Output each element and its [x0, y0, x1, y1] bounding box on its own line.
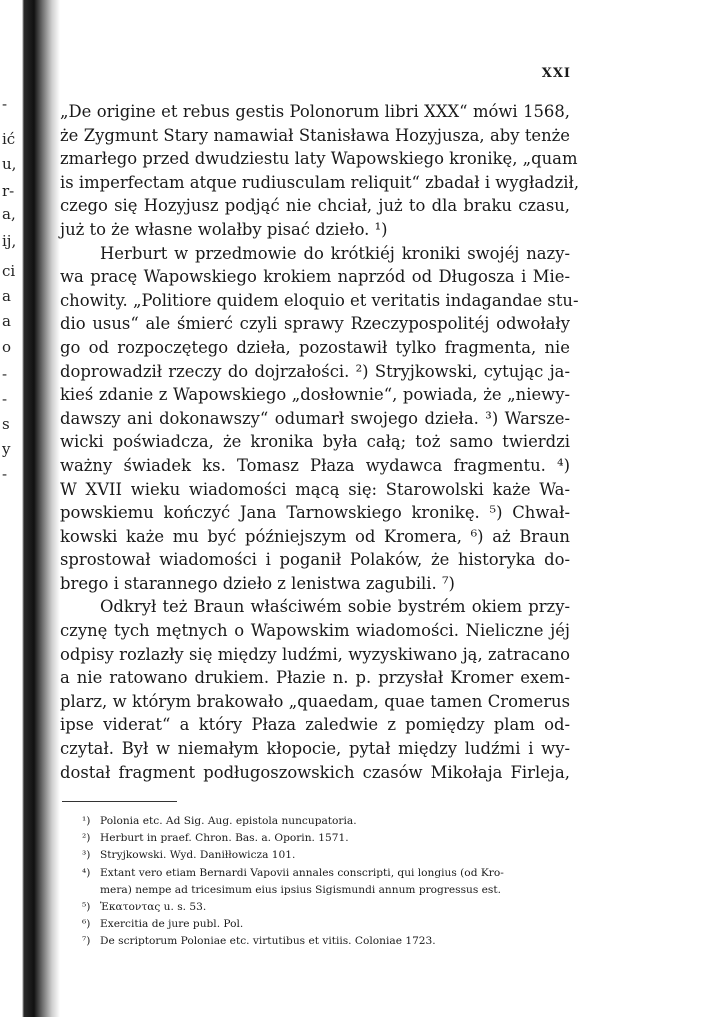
footnote-text: mera) nempe ad tricesimum eius ipsius Sigismundi annum progressus est. — [100, 883, 501, 896]
facing-page-char: - — [2, 95, 8, 113]
text-line: dio usus“ ale śmierć czyli sprawy Rzeczypospolitéj odwołały — [60, 314, 570, 334]
facing-page-char: y — [2, 440, 11, 458]
text-line: wa pracę Wapowskiego krokiem naprzód od Długosza i Mie- — [60, 267, 570, 287]
facing-page-char: a — [2, 287, 11, 305]
footnote — [82, 882, 572, 899]
facing-page-char: ij, — [2, 232, 17, 250]
footnote — [82, 916, 572, 933]
facing-page-char: ić — [2, 130, 16, 148]
facing-page-char: s — [2, 415, 10, 433]
footnote — [82, 847, 572, 864]
footnote-mark: ⁵) — [82, 901, 91, 914]
footnote-text: Exercitia de jure publ. Pol. — [100, 918, 244, 931]
facing-page-char: u, — [2, 155, 17, 173]
footnote-mark: ³) — [82, 849, 91, 862]
text-line: zmarłego przed dwudziestu laty Wapowskiego kronikę, „quam — [60, 149, 578, 169]
text-line: doprowadził rzeczy do dojrzałości. ²) Stryjkowski, cytując ja- — [60, 361, 570, 381]
text-line: dostał fragment podługoszowskich czasów Mikołaja Firleja, — [60, 762, 570, 782]
text-line: Herburt w przedmowie do krótkiéj kroniki swojéj nazy- — [100, 243, 570, 263]
footnote-mark: ²) — [82, 832, 91, 845]
text-line: W XVII wieku wiadomości mącą się: Starowolski każe Wa- — [60, 479, 570, 499]
footnote-text: Ἑκατοντας u. s. 53. — [100, 901, 207, 914]
text-line: że Zygmunt Stary namawiał Stanisława Hozyjusza, aby tenże — [60, 125, 570, 145]
footnote-text: Stryjkowski. Wyd. Daniłłowicza 101. — [100, 849, 296, 862]
page-number: XXI — [541, 66, 571, 81]
footnote-mark: ⁴) — [82, 866, 91, 879]
main-text — [60, 100, 580, 784]
facing-page-char: - — [2, 365, 8, 383]
facing-page-char: o — [2, 338, 12, 356]
text-line: plarz, w którym brakowało „quaedam, quae tamen Cromerus — [60, 691, 570, 711]
footnote-text: Herburt in praef. Chron. Bas. a. Oporin. 1571. — [100, 832, 349, 845]
text-line: czego się Hozyjusz podjąć nie chciał, już to dla braku czasu, — [60, 196, 570, 216]
footnote-rule — [62, 801, 177, 802]
text-line: kowski każe mu być późniejszym od Kromera, ⁶) aż Braun — [60, 526, 570, 546]
text-line: odpisy rozlazły się między ludźmi, wyzyskiwano ją, zatracano — [60, 644, 570, 664]
text-line: is imperfectam atque rudiusculam reliquit“ zbadał i wygładził, — [60, 172, 580, 192]
facing-page-char: a — [2, 312, 11, 330]
footnote-text: Polonia etc. Ad Sig. Aug. epistola nuncupatoria. — [100, 815, 357, 827]
footnote-mark: ¹) — [82, 815, 91, 827]
footnote — [82, 899, 572, 916]
footnote-mark: ⁷) — [82, 935, 91, 948]
facing-page-char: - — [2, 465, 8, 483]
text-line: już to że własne wolałby pisać dzieło. ¹) — [60, 219, 388, 239]
footnotes — [82, 813, 572, 951]
text-line: „De origine et rebus gestis Polonorum libri XXX“ mówi 1568, — [60, 102, 570, 121]
book-spine-shadow — [0, 0, 60, 1017]
facing-page-char: ci — [2, 262, 16, 280]
text-line: dawszy ani dokonawszy“ odumarł swojego dzieła. ³) Warsze- — [60, 408, 570, 428]
text-line: czynę tych mętnych o Wapowskim wiadomości. Nieliczne jéj — [60, 621, 570, 641]
text-line: kieś zdanie z Wapowskiego „dosłownie“, powiada, że „niewy- — [60, 385, 570, 405]
text-line: a nie ratowano drukiem. Płazie n. p. przysłał Kromer exem- — [60, 668, 570, 688]
facing-page-char: r- — [2, 182, 15, 200]
footnote-text: Extant vero etiam Bernardi Vapovii annales conscripti, qui longius (od Kro- — [100, 866, 504, 879]
text-line: chowity. „Politiore quidem eloquio et veritatis indagandae stu- — [60, 290, 579, 310]
footnote — [82, 830, 572, 847]
facing-page-char: a, — [2, 205, 16, 223]
footnote — [82, 865, 572, 882]
text-line: Odkrył też Braun właściwém sobie bystrém okiem przy- — [100, 597, 570, 617]
text-line: wicki poświadcza, że kronika była całą; toż samo twierdzi — [60, 432, 570, 452]
footnote-mark: ⁶) — [82, 918, 91, 931]
text-line: go od rozpoczętego dzieła, pozostawił tylko fragmenta, nie — [60, 337, 570, 357]
text-line: ważny świadek ks. Tomasz Płaza wydawca fragmentu. ⁴) — [60, 455, 570, 475]
text-line: ipse viderat“ a który Płaza zaledwie z pomiędzy plam od- — [60, 715, 570, 735]
footnote-text: De scriptorum Poloniae etc. virtutibus et vitiis. Coloniae 1723. — [100, 935, 436, 948]
text-line: brego i starannego dzieło z lenistwa zagubili. ⁷) — [60, 573, 455, 593]
footnote — [82, 933, 572, 950]
facing-page-char: - — [2, 390, 8, 408]
footnote — [82, 813, 572, 830]
text-line: czytał. Był w niemałym kłopocie, pytał między ludźmi i wy- — [60, 739, 570, 759]
text-line: sprostował wiadomości i poganił Polaków, że historyka do- — [60, 550, 570, 570]
text-line: powskiemu kończyć Jana Tarnowskiego kronikę. ⁵) Chwał- — [60, 503, 570, 523]
